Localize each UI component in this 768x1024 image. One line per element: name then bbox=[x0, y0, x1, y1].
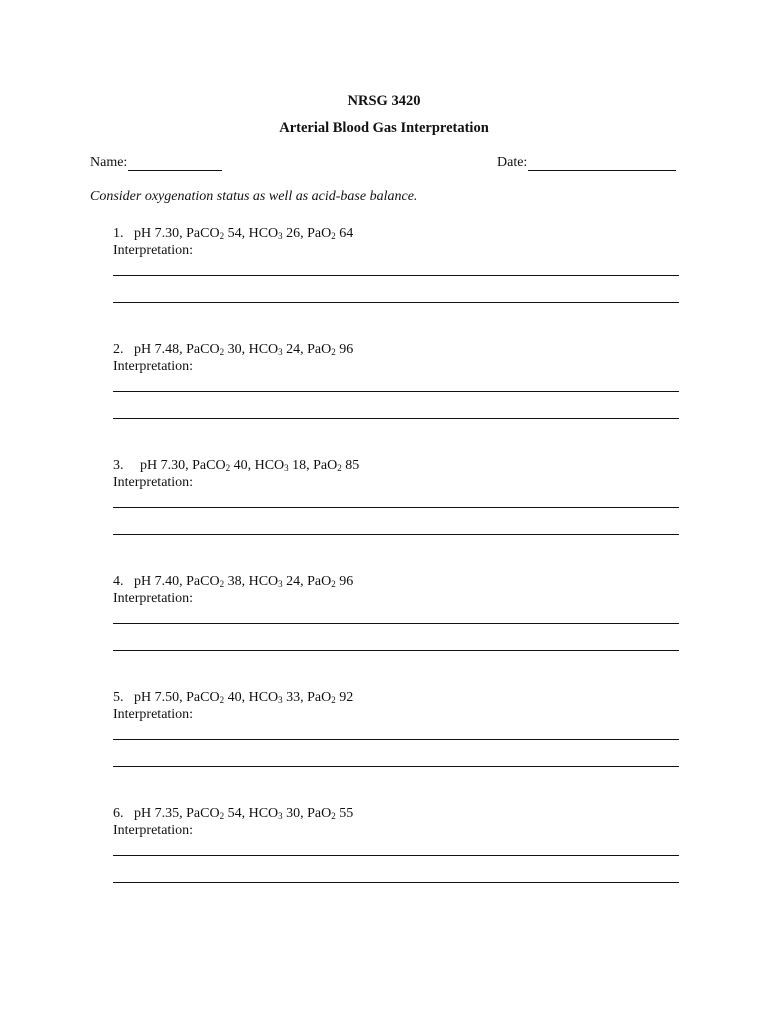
worksheet-title: Arterial Blood Gas Interpretation bbox=[279, 120, 489, 136]
paco2-value: 54 bbox=[227, 806, 242, 821]
pao2-label: PaO bbox=[313, 458, 338, 473]
name-blank-line[interactable] bbox=[128, 156, 222, 171]
hco3-value: 26 bbox=[286, 226, 301, 241]
paco2-label: PaCO bbox=[192, 458, 226, 473]
hco3-value: 33 bbox=[286, 690, 301, 705]
answer-line-1[interactable] bbox=[113, 275, 679, 276]
answer-line-2[interactable] bbox=[113, 650, 679, 651]
answer-line-2[interactable] bbox=[113, 418, 679, 419]
paco2-value: 38 bbox=[227, 574, 242, 589]
subscript: 2 bbox=[219, 811, 225, 821]
course-code: NRSG 3420 bbox=[347, 93, 421, 109]
subscript: 2 bbox=[219, 231, 225, 241]
question-number: 5. bbox=[113, 690, 124, 705]
ph-value: pH 7.48 bbox=[134, 342, 180, 357]
name-label: Name: bbox=[90, 155, 128, 170]
subscript: 3 bbox=[278, 811, 283, 821]
answer-line-1[interactable] bbox=[113, 507, 679, 508]
paco2-label: PaCO bbox=[186, 690, 220, 705]
name-field[interactable] bbox=[90, 155, 222, 171]
interpretation-label: Interpretation: bbox=[113, 707, 194, 722]
answer-line-1[interactable] bbox=[113, 623, 679, 624]
paco2-value: 40 bbox=[233, 458, 248, 473]
paco2-value: 54 bbox=[227, 226, 242, 241]
answer-line-2[interactable] bbox=[113, 534, 679, 535]
hco3-label: HCO bbox=[248, 342, 279, 357]
interpretation-label: Interpretation: bbox=[113, 359, 194, 374]
ph-value: pH 7.50 bbox=[134, 690, 180, 705]
subscript: 2 bbox=[225, 463, 231, 473]
paco2-label: PaCO bbox=[186, 574, 220, 589]
pao2-value: 85 bbox=[345, 458, 360, 473]
ph-value: pH 7.30 bbox=[140, 458, 186, 473]
pao2-label: PaO bbox=[307, 226, 332, 241]
question-number: 2. bbox=[113, 342, 124, 357]
date-field[interactable] bbox=[497, 155, 676, 171]
interpretation-label: Interpretation: bbox=[113, 475, 194, 490]
hco3-value: 24 bbox=[286, 574, 301, 589]
question-number: 1. bbox=[113, 226, 124, 241]
subscript: 2 bbox=[337, 463, 342, 473]
date-label: Date: bbox=[497, 155, 528, 170]
question-values: 4. pH 7.40, PaCO$_2$ 38, $HCO_3$ 24, PaO$_2$ 96 bbox=[113, 574, 354, 589]
pao2-value: 96 bbox=[339, 574, 354, 589]
paco2-label: PaCO bbox=[186, 806, 220, 821]
hco3-label: HCO bbox=[248, 226, 279, 241]
subscript: 3 bbox=[278, 695, 283, 705]
hco3-label: HCO bbox=[248, 574, 279, 589]
pao2-label: PaO bbox=[307, 806, 332, 821]
subscript: 2 bbox=[331, 695, 336, 705]
hco3-label: HCO bbox=[248, 690, 279, 705]
question-values: 6. pH 7.35, PaCO$_2$ 54, $HCO_3$ 30, PaO$_2$ 55 bbox=[113, 806, 354, 821]
hco3-label: HCO bbox=[248, 806, 279, 821]
subscript: 2 bbox=[219, 579, 225, 589]
pao2-value: 64 bbox=[339, 226, 354, 241]
answer-line-2[interactable] bbox=[113, 302, 679, 303]
pao2-label: PaO bbox=[307, 690, 332, 705]
question-number: 4. bbox=[113, 574, 124, 589]
pao2-value: 96 bbox=[339, 342, 354, 357]
subscript: 3 bbox=[278, 347, 283, 357]
ph-value: pH 7.30 bbox=[134, 226, 180, 241]
pao2-value: 55 bbox=[339, 806, 354, 821]
answer-line-2[interactable] bbox=[113, 882, 679, 883]
answer-line-2[interactable] bbox=[113, 766, 679, 767]
ph-value: pH 7.35 bbox=[134, 806, 180, 821]
question-5 bbox=[113, 689, 679, 769]
paco2-label: PaCO bbox=[186, 226, 220, 241]
question-values: 3. pH 7.30, PaCO$_2$ 40, $HCO_3$ 18, PaO$_2$ 85 bbox=[113, 458, 360, 473]
question-values: 1. pH 7.30, PaCO$_2$ 54, $HCO_3$ 26, PaO$_2$ 64 bbox=[113, 226, 354, 241]
paco2-label: PaCO bbox=[186, 342, 220, 357]
pao2-label: PaO bbox=[307, 342, 332, 357]
question-number: 3. bbox=[113, 458, 124, 473]
answer-line-1[interactable] bbox=[113, 391, 679, 392]
question-2 bbox=[113, 341, 679, 421]
subscript: 2 bbox=[331, 347, 336, 357]
pao2-label: PaO bbox=[307, 574, 332, 589]
subscript: 2 bbox=[219, 347, 225, 357]
subscript: 2 bbox=[219, 695, 225, 705]
hco3-label: HCO bbox=[254, 458, 285, 473]
question-6 bbox=[113, 805, 679, 885]
subscript: 2 bbox=[331, 579, 336, 589]
hco3-value: 24 bbox=[286, 342, 301, 357]
question-3 bbox=[113, 457, 679, 537]
question-values: 2. pH 7.48, PaCO$_2$ 30, $HCO_3$ 24, PaO$_2$ 96 bbox=[113, 342, 354, 357]
subscript: 2 bbox=[331, 231, 336, 241]
subscript: 2 bbox=[331, 811, 336, 821]
subscript: 3 bbox=[278, 231, 283, 241]
interpretation-label: Interpretation: bbox=[113, 243, 194, 258]
hco3-value: 30 bbox=[286, 806, 301, 821]
ph-value: pH 7.40 bbox=[134, 574, 180, 589]
subscript: 3 bbox=[278, 579, 283, 589]
question-4 bbox=[113, 573, 679, 653]
paco2-value: 30 bbox=[227, 342, 242, 357]
subscript: 3 bbox=[284, 463, 289, 473]
hco3-value: 18 bbox=[292, 458, 307, 473]
answer-line-1[interactable] bbox=[113, 855, 679, 856]
interpretation-label: Interpretation: bbox=[113, 823, 194, 838]
answer-line-1[interactable] bbox=[113, 739, 679, 740]
interpretation-label: Interpretation: bbox=[113, 591, 194, 606]
question-number: 6. bbox=[113, 806, 124, 821]
instruction-text: Consider oxygenation status as well as acid-base balance. bbox=[90, 189, 418, 204]
pao2-value: 92 bbox=[339, 690, 354, 705]
question-1 bbox=[113, 225, 679, 305]
date-blank-line[interactable] bbox=[528, 156, 676, 171]
paco2-value: 40 bbox=[227, 690, 242, 705]
question-values: 5. pH 7.50, PaCO$_2$ 40, $HCO_3$ 33, PaO$_2$ 92 bbox=[113, 690, 354, 705]
